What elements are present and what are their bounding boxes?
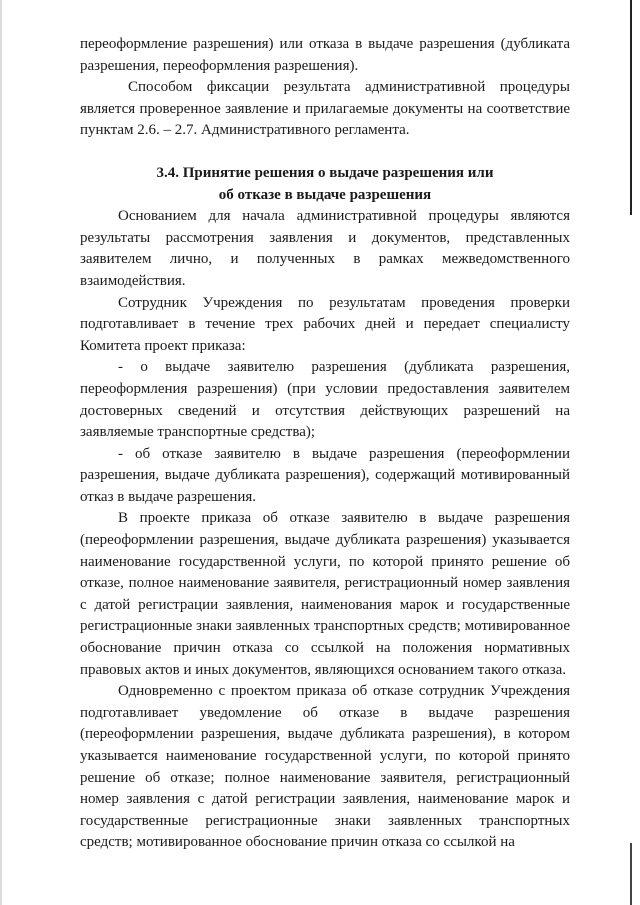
section-heading bbox=[80, 163, 570, 206]
scan-margin-line-bottom bbox=[630, 843, 632, 905]
paragraph-refusal-notification: Одновременно с проектом приказа об отказе сотрудник Учреждения подготавливает уведомление об отказе в выдаче разрешения (переоформлении разрешения, выдаче дубликата разрешения), в котором указывается наименование государственной услуги, по которой принято решение об отказе; полное наименование заявителя, регистрационный номер заявления с датой регистрации заявления, наименование марок и государственные регистрационные знаки заявленных транспортных средств; мотивированное обоснование причин отказа со ссылкой на bbox=[80, 683, 570, 851]
section-heading-line-1: 3.4. Принятие решения о выдаче разрешения или bbox=[156, 164, 494, 181]
section-heading-line-2: об отказе в выдаче разрешения bbox=[218, 186, 432, 203]
scan-left-edge bbox=[0, 0, 2, 905]
paragraph-employee-prepares: Сотрудник Учреждения по результатам проведения проверки подготавливает в течение трех рабочих дней и передает специалисту Комитета проект приказа: bbox=[80, 294, 570, 354]
paragraph-basis: Основанием для начала административной процедуры являются результаты рассмотрения заявления и документов, представленных заявителем лично, и полученных в рамках межведомственного взаимодействия. bbox=[80, 208, 570, 289]
paragraph-refusal-order-contents: В проекте приказа об отказе заявителю в выдаче разрешения (переоформлении разрешения, выдаче дубликата разрешения) указывается наименование государственной услуги, по которой принято решение об отказе, полное наименование заявителя, регистрационный номер заявления с датой регистрации заявления, наименования марок и государственные регистрационные знаки заявленных транспортных средств; мотивированное обоснование причин отказа со ссылкой на положения нормативных правовых актов и иных документов, являющихся основанием такого отказа. bbox=[80, 510, 570, 678]
intro-paragraph-continued: переоформление разрешения) или отказа в выдаче разрешения (дубликата разрешения, переоформления разрешения). bbox=[80, 36, 570, 74]
list-item-refusal: - об отказе заявителю в выдаче разрешения (переоформлении разрешения, выдаче дубликата разрешения), содержащий мотивированный отказ в выдаче разрешения. bbox=[80, 445, 570, 505]
scan-margin-line-top bbox=[630, 0, 632, 215]
intro-paragraph-fixation: Способом фиксации результата административной процедуры является проверенное заявление и прилагаемые документы на соответствие пунктам 2.6. – 2.7. Административного регламента. bbox=[80, 79, 570, 139]
list-item-issue: - о выдаче заявителю разрешения (дубликата разрешения, переоформления разрешения) (при условии предоставления заявителем достоверных сведений и отсутствия действующих разрешений на заявляемые транспортные средства); bbox=[80, 359, 570, 441]
document-page bbox=[80, 34, 570, 854]
